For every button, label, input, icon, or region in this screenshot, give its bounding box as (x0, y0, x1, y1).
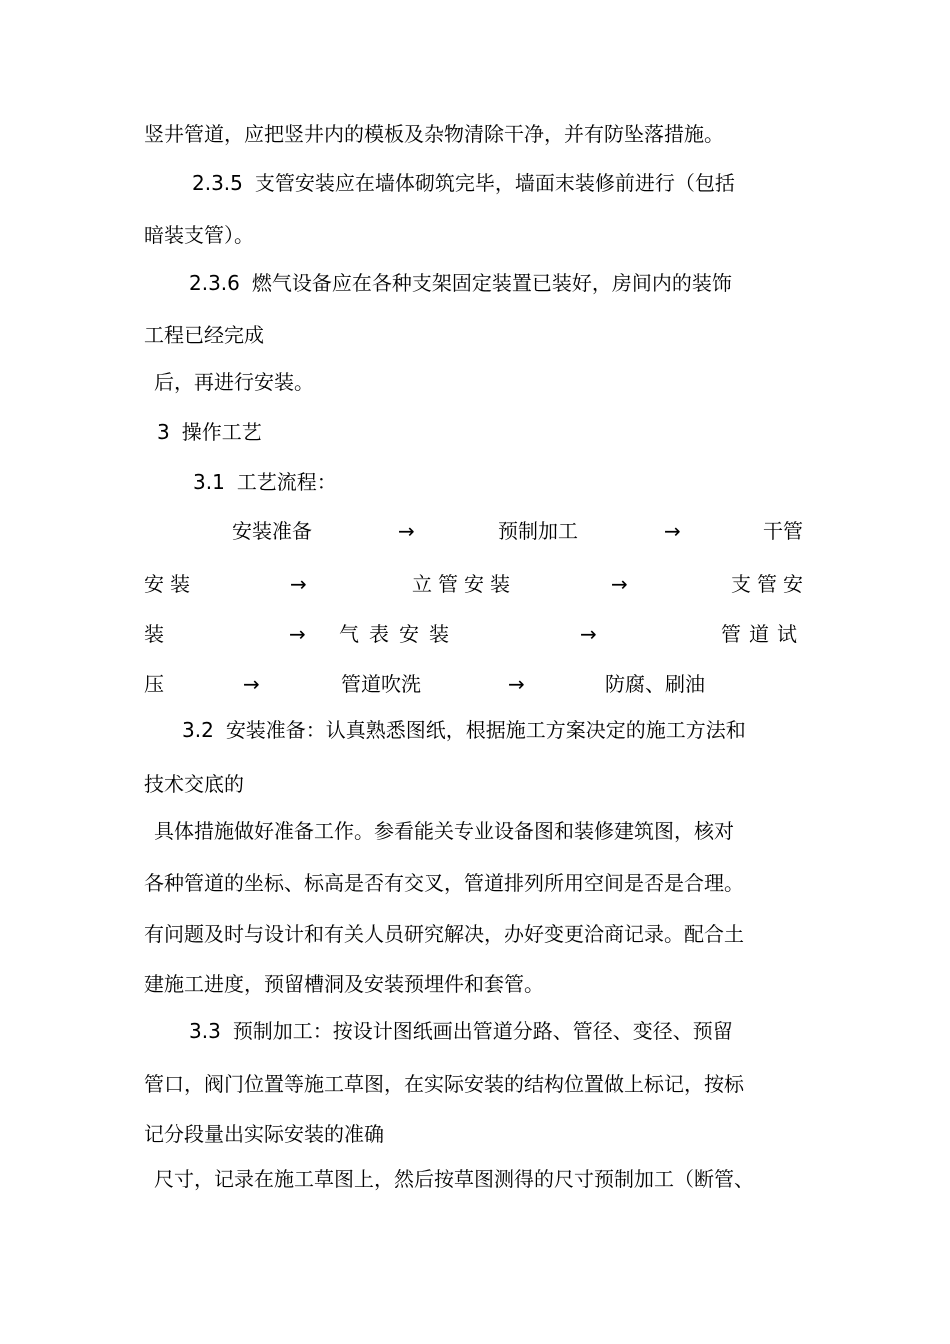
section-number: 3.1 (193, 470, 225, 494)
section-3-2 (182, 717, 746, 743)
section-number: 3.2 (182, 718, 214, 742)
heading-text: 操作工艺 (181, 420, 262, 444)
paragraph-line: 技术交底的 (144, 772, 244, 796)
flow-step: 气表安装 (339, 622, 459, 646)
paragraph-line: 暗装支管）。 (144, 223, 254, 247)
flow-arrow: → (290, 572, 307, 596)
flow-step: 预制加工 (498, 519, 578, 543)
paragraph-line: 具体措施做好准备工作。参看能关专业设备图和装修建筑图，核对 (154, 819, 734, 843)
flow-arrow: → (664, 519, 681, 543)
section-3-heading (157, 419, 262, 445)
process-flow-row (0, 571, 950, 597)
section-2-3-6 (189, 270, 732, 296)
flow-step: 干管 (763, 519, 803, 543)
paragraph-line: 建施工进度，预留槽洞及安装预埋件和套管。 (144, 972, 544, 996)
process-flow-row (0, 518, 950, 544)
paragraph-line: 燃气设备应在各种支架固定装置已装好，房间内的装饰 (251, 271, 732, 295)
flow-arrow: → (580, 622, 597, 646)
process-flow-row (0, 671, 950, 697)
paragraph-line: 有问题及时与设计和有关人员研究解决，办好变更洽商记录。配合土 (144, 922, 744, 946)
paragraph-line: 后，再进行安装。 (154, 370, 314, 394)
flow-arrow: → (243, 672, 260, 696)
paragraph-line: 支管安装应在墙体砌筑完毕，墙面末装修前进行（包括 (254, 171, 735, 195)
paragraph-line: 预制加工：按设计图纸画出管道分路、管径、变径、预留 (232, 1019, 733, 1043)
paragraph-line: 尺寸，记录在施工草图上，然后按草图测得的尺寸预制加工（断管、 (154, 1167, 754, 1191)
flow-step: 支管安 (731, 572, 809, 596)
flow-step: 安装准备 (232, 519, 312, 543)
paragraph-line: 记分段量出实际安装的准确 (144, 1122, 384, 1146)
flow-step: 压 (144, 672, 164, 696)
flow-arrow: → (398, 519, 415, 543)
flow-step: 安装 (144, 572, 196, 596)
paragraph-line: 工艺流程： (236, 470, 337, 494)
section-2-3-5 (192, 170, 735, 196)
section-3-1 (193, 469, 337, 495)
paragraph-line: 竖井管道，应把竖井内的模板及杂物清除干净，并有防坠落措施。 (144, 122, 724, 146)
section-number: 2.3.6 (189, 271, 240, 295)
paragraph-line: 工程已经完成 (144, 323, 264, 347)
flow-step: 管道试 (721, 622, 805, 646)
flow-arrow: → (611, 572, 628, 596)
paragraph-line: 各种管道的坐标、标高是否有交叉，管道排列所用空间是否是合理。 (144, 871, 744, 895)
flow-step: 立管安装 (412, 572, 516, 596)
flow-step: 管道吹洗 (341, 672, 421, 696)
section-number: 3.3 (189, 1019, 221, 1043)
paragraph-line: 管口，阀门位置等施工草图，在实际安装的结构位置做上标记，按标 (144, 1072, 744, 1096)
section-number: 3 (157, 420, 170, 444)
section-number: 2.3.5 (192, 171, 243, 195)
flow-step: 装 (144, 622, 164, 646)
paragraph-line: 安装准备：认真熟悉图纸，根据施工方案决定的施工方法和 (225, 718, 746, 742)
flow-arrow: → (508, 672, 525, 696)
section-3-3 (189, 1018, 733, 1044)
flow-arrow: → (289, 622, 306, 646)
process-flow-row (0, 621, 950, 647)
flow-step: 防腐、刷油 (605, 672, 705, 696)
